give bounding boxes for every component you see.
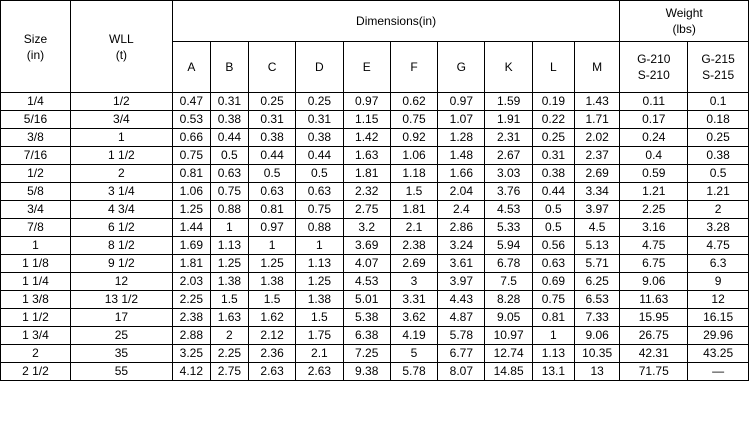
cell-b: 1.5 (210, 291, 248, 309)
cell-weight-g210: 0.24 (620, 129, 688, 147)
cell-a: 2.25 (172, 291, 210, 309)
cell-c: 1 (248, 237, 295, 255)
cell-g: 2.04 (438, 183, 485, 201)
cell-c: 0.38 (248, 129, 295, 147)
cell-d: 2.1 (296, 345, 343, 363)
cell-g: 5.78 (438, 327, 485, 345)
cell-wll: 9 1/2 (70, 255, 172, 273)
header-row-top (1, 1, 749, 42)
cell-e: 1.15 (343, 111, 390, 129)
cell-wll: 3/4 (70, 111, 172, 129)
table-row (1, 273, 749, 291)
cell-l: 0.69 (532, 273, 574, 291)
cell-a: 2.03 (172, 273, 210, 291)
cell-d: 0.63 (296, 183, 343, 201)
cell-k: 7.5 (485, 273, 532, 291)
cell-d: 1.75 (296, 327, 343, 345)
weight-header-label: Weight (665, 6, 703, 20)
cell-d: 1.38 (296, 291, 343, 309)
weight-col-g215 (688, 42, 749, 93)
cell-f: 2.38 (390, 237, 437, 255)
cell-c: 2.63 (248, 363, 295, 381)
table-row (1, 309, 749, 327)
cell-e: 1.81 (343, 165, 390, 183)
cell-e: 3.2 (343, 219, 390, 237)
cell-m: 10.35 (574, 345, 619, 363)
cell-d: 0.31 (296, 111, 343, 129)
cell-g: 0.97 (438, 93, 485, 111)
cell-c: 1.62 (248, 309, 295, 327)
cell-size: 5/16 (1, 111, 71, 129)
cell-k: 12.74 (485, 345, 532, 363)
table-row (1, 345, 749, 363)
cell-f: 3.31 (390, 291, 437, 309)
cell-wll: 4 3/4 (70, 201, 172, 219)
cell-k: 5.94 (485, 237, 532, 255)
table-row (1, 183, 749, 201)
cell-f: 3.62 (390, 309, 437, 327)
cell-e: 6.38 (343, 327, 390, 345)
size-header-unit: (in) (26, 47, 45, 62)
cell-size: 1 1/4 (1, 273, 71, 291)
cell-f: 0.75 (390, 111, 437, 129)
table-row (1, 237, 749, 255)
cell-b: 0.38 (210, 111, 248, 129)
cell-size: 1 1/8 (1, 255, 71, 273)
cell-f: 3 (390, 273, 437, 291)
cell-d: 1 (296, 237, 343, 255)
cell-weight-g210: 2.25 (620, 201, 688, 219)
cell-c: 0.5 (248, 165, 295, 183)
cell-weight-g215: 0.25 (688, 129, 749, 147)
cell-a: 0.81 (172, 165, 210, 183)
cell-k: 9.05 (485, 309, 532, 327)
cell-size: 5/8 (1, 183, 71, 201)
cell-size: 7/16 (1, 147, 71, 165)
cell-weight-g210: 15.95 (620, 309, 688, 327)
cell-m: 1.43 (574, 93, 619, 111)
weight-col-g210-line1: G-210 (637, 52, 671, 66)
weight-col-g210 (620, 42, 688, 93)
cell-d: 0.25 (296, 93, 343, 111)
cell-a: 3.25 (172, 345, 210, 363)
cell-k: 2.67 (485, 147, 532, 165)
cell-c: 0.97 (248, 219, 295, 237)
cell-weight-g210: 0.17 (620, 111, 688, 129)
cell-f: 1.81 (390, 201, 437, 219)
dim-col-e: E (343, 42, 390, 93)
cell-b: 1 (210, 219, 248, 237)
cell-weight-g210: 6.75 (620, 255, 688, 273)
cell-d: 0.38 (296, 129, 343, 147)
cell-l: 0.25 (532, 129, 574, 147)
cell-k: 14.85 (485, 363, 532, 381)
weight-col-g215-line1: G-215 (701, 52, 735, 66)
cell-d: 0.88 (296, 219, 343, 237)
cell-b: 1.63 (210, 309, 248, 327)
cell-k: 8.28 (485, 291, 532, 309)
dim-col-g: G (438, 42, 485, 93)
cell-d: 0.44 (296, 147, 343, 165)
cell-e: 2.32 (343, 183, 390, 201)
cell-weight-g210: 4.75 (620, 237, 688, 255)
cell-wll: 35 (70, 345, 172, 363)
cell-weight-g210: 1.21 (620, 183, 688, 201)
cell-l: 0.81 (532, 309, 574, 327)
cell-weight-g215: 43.25 (688, 345, 749, 363)
cell-weight-g215: 0.38 (688, 147, 749, 165)
cell-weight-g210: 42.31 (620, 345, 688, 363)
cell-k: 1.59 (485, 93, 532, 111)
cell-a: 1.81 (172, 255, 210, 273)
cell-e: 9.38 (343, 363, 390, 381)
cell-m: 7.33 (574, 309, 619, 327)
cell-a: 0.53 (172, 111, 210, 129)
cell-e: 3.69 (343, 237, 390, 255)
cell-c: 0.31 (248, 111, 295, 129)
cell-l: 13.1 (532, 363, 574, 381)
cell-g: 1.66 (438, 165, 485, 183)
cell-weight-g215: 6.3 (688, 255, 749, 273)
cell-weight-g215: 0.18 (688, 111, 749, 129)
weight-header (620, 1, 749, 42)
cell-size: 3/8 (1, 129, 71, 147)
cell-d: 0.5 (296, 165, 343, 183)
cell-d: 1.25 (296, 273, 343, 291)
weight-col-g215-line2: S-215 (702, 68, 735, 82)
cell-b: 0.63 (210, 165, 248, 183)
cell-weight-g210: 9.06 (620, 273, 688, 291)
cell-weight-g215: — (688, 363, 749, 381)
cell-m: 6.25 (574, 273, 619, 291)
table-row (1, 201, 749, 219)
cell-c: 0.25 (248, 93, 295, 111)
cell-weight-g210: 3.16 (620, 219, 688, 237)
cell-g: 3.24 (438, 237, 485, 255)
table-row (1, 291, 749, 309)
cell-c: 0.81 (248, 201, 295, 219)
cell-l: 0.44 (532, 183, 574, 201)
cell-f: 1.18 (390, 165, 437, 183)
cell-e: 7.25 (343, 345, 390, 363)
cell-e: 5.01 (343, 291, 390, 309)
cell-g: 8.07 (438, 363, 485, 381)
cell-m: 1.71 (574, 111, 619, 129)
cell-a: 1.44 (172, 219, 210, 237)
cell-c: 0.44 (248, 147, 295, 165)
cell-f: 1.5 (390, 183, 437, 201)
cell-b: 0.75 (210, 183, 248, 201)
cell-e: 1.63 (343, 147, 390, 165)
cell-e: 5.38 (343, 309, 390, 327)
cell-g: 1.28 (438, 129, 485, 147)
table-row (1, 93, 749, 111)
cell-f: 4.19 (390, 327, 437, 345)
cell-m: 9.06 (574, 327, 619, 345)
cell-wll: 2 (70, 165, 172, 183)
table-row (1, 363, 749, 381)
cell-e: 2.75 (343, 201, 390, 219)
cell-b: 0.5 (210, 147, 248, 165)
cell-m: 5.13 (574, 237, 619, 255)
cell-m: 6.53 (574, 291, 619, 309)
cell-a: 1.25 (172, 201, 210, 219)
cell-size: 7/8 (1, 219, 71, 237)
cell-b: 0.31 (210, 93, 248, 111)
cell-f: 5.78 (390, 363, 437, 381)
cell-a: 1.06 (172, 183, 210, 201)
cell-l: 1 (532, 327, 574, 345)
cell-size: 1/4 (1, 93, 71, 111)
cell-size: 1 3/4 (1, 327, 71, 345)
cell-m: 5.71 (574, 255, 619, 273)
cell-e: 4.07 (343, 255, 390, 273)
cell-b: 1.25 (210, 255, 248, 273)
cell-a: 1.69 (172, 237, 210, 255)
cell-c: 1.38 (248, 273, 295, 291)
cell-g: 1.48 (438, 147, 485, 165)
wll-header (70, 1, 172, 93)
cell-m: 4.5 (574, 219, 619, 237)
cell-weight-g215: 16.15 (688, 309, 749, 327)
cell-b: 1.13 (210, 237, 248, 255)
cell-weight-g215: 9 (688, 273, 749, 291)
dim-col-k: K (485, 42, 532, 93)
cell-b: 0.88 (210, 201, 248, 219)
cell-m: 3.34 (574, 183, 619, 201)
dim-col-d: D (296, 42, 343, 93)
cell-g: 3.61 (438, 255, 485, 273)
cell-weight-g210: 26.75 (620, 327, 688, 345)
cell-weight-g215: 0.1 (688, 93, 749, 111)
cell-m: 2.02 (574, 129, 619, 147)
cell-f: 1.06 (390, 147, 437, 165)
cell-wll: 3 1/4 (70, 183, 172, 201)
cell-l: 0.63 (532, 255, 574, 273)
size-header-label: Size (23, 31, 48, 46)
cell-wll: 6 1/2 (70, 219, 172, 237)
cell-a: 4.12 (172, 363, 210, 381)
cell-e: 0.97 (343, 93, 390, 111)
weight-header-unit: (lbs) (672, 22, 696, 36)
cell-m: 13 (574, 363, 619, 381)
cell-f: 0.92 (390, 129, 437, 147)
cell-f: 2.69 (390, 255, 437, 273)
cell-size: 1 (1, 237, 71, 255)
cell-g: 4.87 (438, 309, 485, 327)
cell-b: 2.75 (210, 363, 248, 381)
cell-c: 0.63 (248, 183, 295, 201)
cell-d: 1.5 (296, 309, 343, 327)
cell-f: 0.62 (390, 93, 437, 111)
cell-weight-g210: 0.11 (620, 93, 688, 111)
cell-weight-g215: 3.28 (688, 219, 749, 237)
cell-weight-g210: 71.75 (620, 363, 688, 381)
cell-g: 2.86 (438, 219, 485, 237)
cell-c: 2.36 (248, 345, 295, 363)
cell-wll: 25 (70, 327, 172, 345)
cell-wll: 55 (70, 363, 172, 381)
cell-weight-g215: 1.21 (688, 183, 749, 201)
dim-col-a: A (172, 42, 210, 93)
cell-k: 6.78 (485, 255, 532, 273)
cell-l: 0.75 (532, 291, 574, 309)
cell-a: 2.38 (172, 309, 210, 327)
cell-wll: 8 1/2 (70, 237, 172, 255)
cell-e: 1.42 (343, 129, 390, 147)
cell-k: 2.31 (485, 129, 532, 147)
cell-l: 0.19 (532, 93, 574, 111)
cell-l: 1.13 (532, 345, 574, 363)
cell-wll: 13 1/2 (70, 291, 172, 309)
cell-size: 1 1/2 (1, 309, 71, 327)
cell-wll: 12 (70, 273, 172, 291)
cell-weight-g215: 4.75 (688, 237, 749, 255)
dim-col-b: B (210, 42, 248, 93)
cell-weight-g210: 0.59 (620, 165, 688, 183)
cell-g: 1.07 (438, 111, 485, 129)
cell-k: 10.97 (485, 327, 532, 345)
cell-size: 2 (1, 345, 71, 363)
cell-c: 1.25 (248, 255, 295, 273)
cell-weight-g215: 0.5 (688, 165, 749, 183)
cell-weight-g215: 29.96 (688, 327, 749, 345)
cell-a: 0.75 (172, 147, 210, 165)
cell-weight-g210: 0.4 (620, 147, 688, 165)
cell-c: 2.12 (248, 327, 295, 345)
dim-col-m: M (574, 42, 619, 93)
table-body (1, 93, 749, 381)
cell-b: 0.44 (210, 129, 248, 147)
cell-g: 3.97 (438, 273, 485, 291)
cell-b: 1.38 (210, 273, 248, 291)
cell-wll: 1 (70, 129, 172, 147)
cell-a: 2.88 (172, 327, 210, 345)
table-row (1, 219, 749, 237)
table-row (1, 111, 749, 129)
cell-weight-g210: 11.63 (620, 291, 688, 309)
cell-d: 1.13 (296, 255, 343, 273)
cell-m: 2.69 (574, 165, 619, 183)
cell-d: 2.63 (296, 363, 343, 381)
cell-size: 1/2 (1, 165, 71, 183)
cell-wll: 1 1/2 (70, 147, 172, 165)
cell-k: 4.53 (485, 201, 532, 219)
cell-a: 0.47 (172, 93, 210, 111)
cell-k: 5.33 (485, 219, 532, 237)
dim-col-c: C (248, 42, 295, 93)
cell-d: 0.75 (296, 201, 343, 219)
size-header (1, 1, 71, 93)
cell-size: 2 1/2 (1, 363, 71, 381)
cell-e: 4.53 (343, 273, 390, 291)
table-row (1, 129, 749, 147)
dim-col-f: F (390, 42, 437, 93)
dimensions-header: Dimensions(in) (172, 1, 620, 42)
cell-f: 5 (390, 345, 437, 363)
cell-g: 2.4 (438, 201, 485, 219)
wll-header-label: WLL (109, 31, 134, 46)
cell-g: 6.77 (438, 345, 485, 363)
table-row (1, 147, 749, 165)
cell-size: 1 3/8 (1, 291, 71, 309)
wll-header-unit: (t) (115, 47, 128, 62)
weight-col-g210-line2: S-210 (637, 68, 670, 82)
cell-m: 3.97 (574, 201, 619, 219)
cell-l: 0.56 (532, 237, 574, 255)
cell-f: 2.1 (390, 219, 437, 237)
cell-l: 0.31 (532, 147, 574, 165)
cell-wll: 17 (70, 309, 172, 327)
cell-l: 0.5 (532, 201, 574, 219)
cell-b: 2.25 (210, 345, 248, 363)
cell-l: 0.22 (532, 111, 574, 129)
cell-k: 3.76 (485, 183, 532, 201)
table-row (1, 255, 749, 273)
cell-k: 3.03 (485, 165, 532, 183)
cell-k: 1.91 (485, 111, 532, 129)
cell-l: 0.38 (532, 165, 574, 183)
cell-size: 3/4 (1, 201, 71, 219)
cell-m: 2.37 (574, 147, 619, 165)
table-row (1, 327, 749, 345)
cell-weight-g215: 2 (688, 201, 749, 219)
dim-col-l: L (532, 42, 574, 93)
cell-a: 0.66 (172, 129, 210, 147)
table-row (1, 165, 749, 183)
cell-b: 2 (210, 327, 248, 345)
cell-wll: 1/2 (70, 93, 172, 111)
cell-g: 4.43 (438, 291, 485, 309)
cell-c: 1.5 (248, 291, 295, 309)
cell-weight-g215: 12 (688, 291, 749, 309)
cell-l: 0.5 (532, 219, 574, 237)
